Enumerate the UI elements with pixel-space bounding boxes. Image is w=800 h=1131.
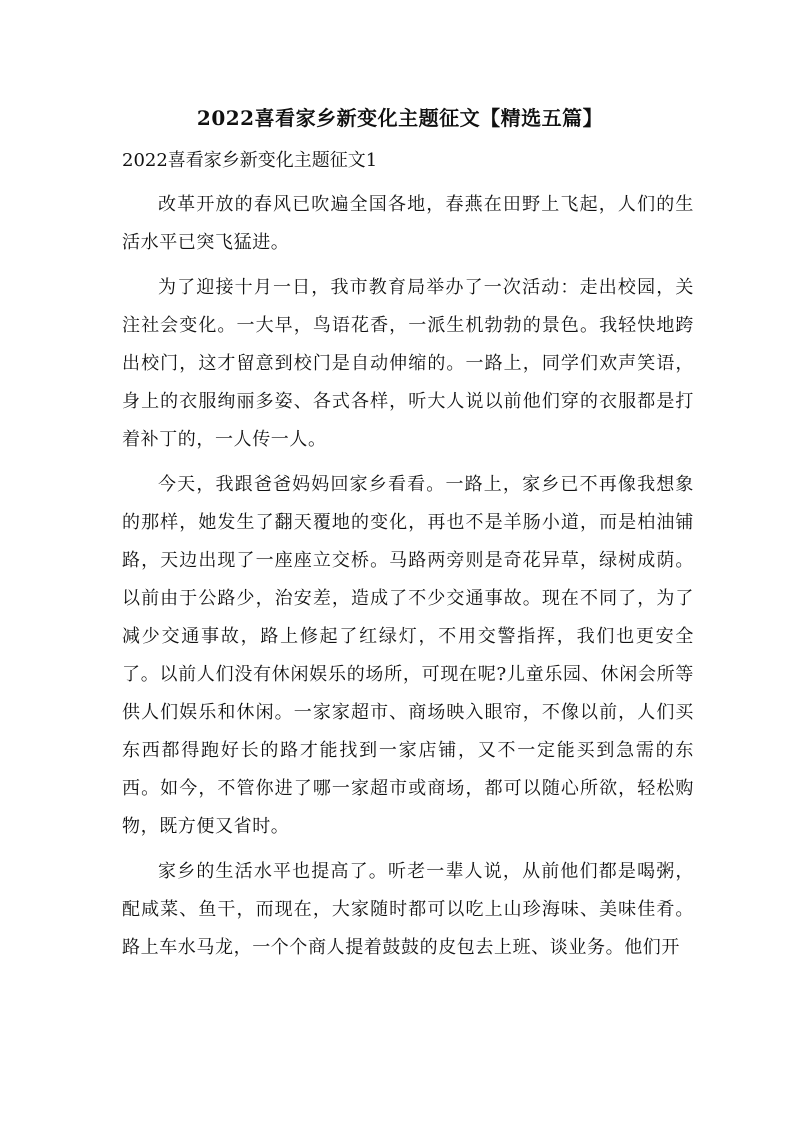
paragraph-4: 家乡的生活水平也提高了。听老一辈人说，从前他们都是喝粥，配咸菜、鱼干，而现在，大家随时都可以吃上山珍海味、美味佳肴。路上车水马龙，一个个商人提着鼓鼓的皮包去上班、谈业务。他们开 — [122, 861, 694, 958]
paragraph-1: 改革开放的春风已吹遍全国各地，春燕在田野上飞起，人们的生活水平已突飞猛进。 — [122, 194, 694, 253]
section-heading: 2022喜看家乡新变化主题征文1 — [122, 150, 378, 171]
paragraph-3: 今天，我跟爸爸妈妈回家乡看看。一路上，家乡已不再像我想象的那样，她发生了翻天覆地的变化，再也不是羊肠小道，而是柏油铺路，天边出现了一座座立交桥。马路两旁则是奇花异草，绿树成荫。以前由于公路少，治安差，造成了不少交通事故。现在不同了，为了减少交通事故，路上修起了红绿灯，不用交警指挥，我们也更安全了。以前人们没有休闲娱乐的场所，可现在呢?儿童乐园、休闲会所等供人们娱乐和休闲。一家家超市、商场映入眼帘，不像以前，人们买东西都得跑好长的路才能找到一家店铺，又不一定能买到急需的东西。如今，不管你进了哪一家超市或商场，都可以随心所欲，轻松购物，既方便又省时。 — [122, 474, 694, 837]
paragraph-2: 为了迎接十月一日，我市教育局举办了一次活动：走出校园，关注社会变化。一大早，鸟语花香，一派生机勃勃的景色。我轻快地跨出校门，这才留意到校门是自动伸缩的。一路上，同学们欢声笑语，身上的衣服绚丽多姿、各式各样，听大人说以前他们穿的衣服都是打着补丁的，一人传一人。 — [122, 277, 694, 450]
document-title: 2022喜看家乡新变化主题征文【精选五篇】 — [196, 106, 604, 130]
document-body — [122, 186, 694, 974]
